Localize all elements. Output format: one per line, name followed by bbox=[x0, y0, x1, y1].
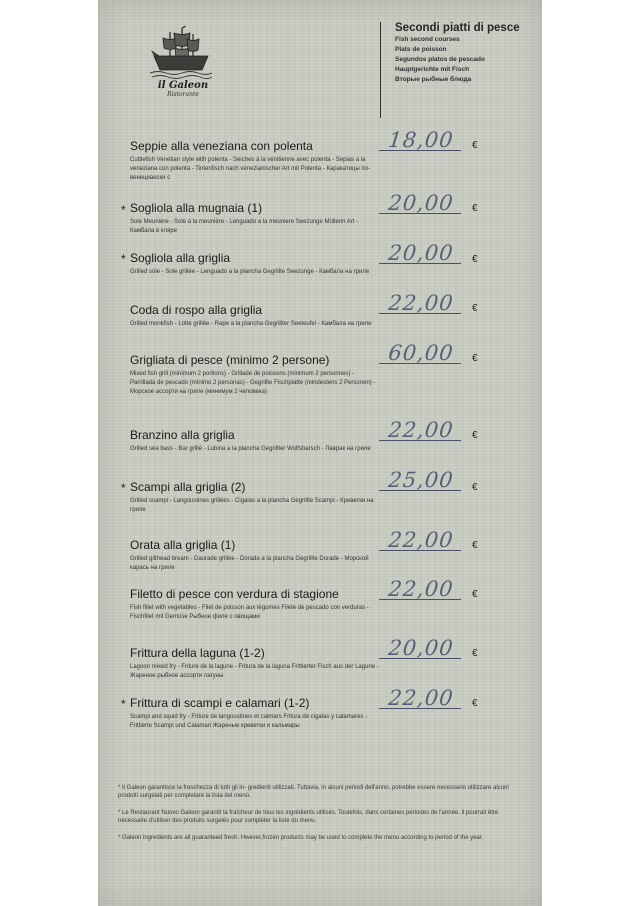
dish-price: 20,00 bbox=[379, 638, 463, 659]
section-title: Secondi piatti di pesce bbox=[395, 22, 520, 34]
dish-price: 60,00 bbox=[379, 343, 463, 364]
dish-name: Sogliola alla mugnaia (1) bbox=[130, 201, 263, 215]
dish-description: Mixed fish grill (minimum 2 portions) - Grillade de poissons (minimum 2 personnes) - Parrillada de pescado (mínimo 2 personas) - Gegrillte Fischplatte (mindestens 2 Personen) - Морское ассорти на гриле (минимум 2 человека) bbox=[130, 371, 376, 395]
dish-description: Grilled scampi - Langoustines grillées - Cigalas a la plancha Gegrillte Scampi - Креветки на гриле bbox=[130, 498, 374, 513]
dish-name: Scampi alla griglia (2) bbox=[130, 480, 246, 494]
menu-item bbox=[130, 538, 380, 573]
dish-price: 18,00 bbox=[379, 130, 463, 151]
section-header bbox=[395, 22, 535, 85]
star-marker: * bbox=[121, 697, 126, 711]
currency-symbol: € bbox=[472, 303, 478, 314]
menu-item bbox=[130, 428, 380, 454]
dish-name: Coda di rospo alla griglia bbox=[130, 303, 263, 317]
translation-en: Fish second courses bbox=[395, 36, 460, 43]
menu-item bbox=[130, 587, 380, 622]
star-marker: * bbox=[121, 252, 126, 266]
dish-name: Grigliata di pesce (minimo 2 persone) bbox=[130, 353, 330, 367]
menu-item bbox=[130, 139, 380, 183]
translation-fr: Plats de poisson bbox=[395, 46, 447, 53]
menu-item bbox=[130, 646, 380, 681]
translation-es: Segundos platos de pescado bbox=[395, 56, 485, 63]
dish-description: Grilled sole - Sole grillée - Lenguado a la plancha Gegrillte Seezunge - Камбала на гриле bbox=[130, 269, 370, 275]
footnotes bbox=[118, 784, 518, 851]
star-marker: * bbox=[121, 203, 126, 217]
translation-de: Hauptgerichte mit Fisch bbox=[395, 66, 470, 73]
dish-name: Orata alla griglia (1) bbox=[130, 538, 236, 552]
menu-item bbox=[130, 251, 380, 277]
translation-ru: Вторые рыбные блюда bbox=[395, 76, 472, 83]
menu-item bbox=[130, 353, 380, 397]
dish-price: 20,00 bbox=[379, 193, 463, 214]
dish-price: 22,00 bbox=[379, 530, 463, 551]
dish-name: Sogliola alla griglia bbox=[130, 251, 231, 265]
menu-item bbox=[130, 201, 380, 236]
dish-description: Cuttlefish Venetian style with polenta - Seiches à la vénitienne avec polenta - Sepias a la veneziana con polenta - Tintenfisch nach venezianischer Art mit Polenta - Каракатицы по-венециански с bbox=[130, 157, 371, 181]
dish-price: 22,00 bbox=[379, 579, 463, 600]
brand-subtitle: Ristorante bbox=[167, 91, 199, 98]
menu-item bbox=[130, 696, 380, 731]
dish-name: Frittura di scampi e calamari (1-2) bbox=[130, 696, 310, 710]
dish-name: Seppie alla veneziana con polenta bbox=[130, 139, 313, 153]
dish-price: 22,00 bbox=[379, 293, 463, 314]
currency-symbol: € bbox=[472, 203, 478, 214]
galleon-ship-logo bbox=[150, 26, 212, 80]
footnote-fr: * Le Restaurant Nuovo Galeon garantit la fraîcheur de tous les ingrédients utilisés. Toutefois, dans certaines périodes de l'année, il pourrait être nécessaire d'utiliser des produits surgelés pour compléter la liste du menu. bbox=[118, 810, 499, 824]
dish-description: Grilled monkfish - Lotte grillée - Rape a la plancha Gegrillter Seeteufel - Камбала на гриле bbox=[130, 321, 372, 327]
currency-symbol: € bbox=[472, 589, 478, 600]
footnote-it: * Il Galeon garantisce la freschezza di tutti gli in- gredienti utilizzati. Tuttavia, in alcuni periodi dell'anno, potrebbe essere necessario utilizzare alcuni prodotti surgelati per completare la lista del menù. bbox=[118, 785, 509, 799]
menu-item bbox=[130, 303, 380, 329]
dish-name: Filetto di pesce con verdura di stagione bbox=[130, 587, 339, 601]
footnote-en: * Galeon ingredients are all guaranteed fresh. Hwever,frozen products may be used to complete the menu according to period of the year. bbox=[118, 835, 484, 841]
dish-price: 22,00 bbox=[379, 420, 463, 441]
section-translations bbox=[395, 35, 535, 85]
menu-item bbox=[130, 480, 380, 515]
dish-description: Scampi and squid fry - Friture de langoustines et calmars Fritura de cigalas y calamares - Frittierte Scampi und Calamari Жареные креветки и кальмары bbox=[130, 714, 368, 729]
dish-price: 22,00 bbox=[379, 688, 463, 709]
currency-symbol: € bbox=[472, 430, 478, 441]
dish-name: Branzino alla griglia bbox=[130, 428, 235, 442]
currency-symbol: € bbox=[472, 140, 478, 151]
dish-price: 25,00 bbox=[379, 470, 463, 491]
dish-description: Sole Meunière - Sole à la meunière - Lenguado a la meuniere Seezunge Müllerin Art - Камбала в кляре bbox=[130, 219, 359, 234]
dish-description: Grilled sea bass - Bar grillé - Lubina a la plancha Gegrillter Wolfsbarsch - Лаврак на гриле bbox=[130, 446, 371, 452]
currency-symbol: € bbox=[472, 648, 478, 659]
currency-symbol: € bbox=[472, 540, 478, 551]
dish-name: Frittura della laguna (1-2) bbox=[130, 646, 265, 660]
currency-symbol: € bbox=[472, 482, 478, 493]
currency-symbol: € bbox=[472, 254, 478, 265]
menu-card bbox=[98, 0, 542, 906]
currency-symbol: € bbox=[472, 698, 478, 709]
brand-name: il Galeon bbox=[157, 80, 209, 91]
dish-description: Lagoon mixed fry - Friture de la lagune - Fritura de la laguna Frittierter Fisch aus der Lagune - Жареное рыбное ассорти лагуны bbox=[130, 664, 379, 679]
header-divider bbox=[380, 22, 381, 118]
dish-description: Grilled gilthead bream - Daurade grillée - Dorada a la plancha Gegrillte Dorade - Морской карась на гриле bbox=[130, 556, 369, 571]
star-marker: * bbox=[121, 481, 126, 495]
dish-description: Fish fillet with vegetables - Filet de poisson aux légumes Filete de pescado con verduras - Fischfilet mit Gemüse Рыбное филе с овощами bbox=[130, 605, 369, 620]
dish-price: 20,00 bbox=[379, 243, 463, 264]
currency-symbol: € bbox=[472, 353, 478, 364]
